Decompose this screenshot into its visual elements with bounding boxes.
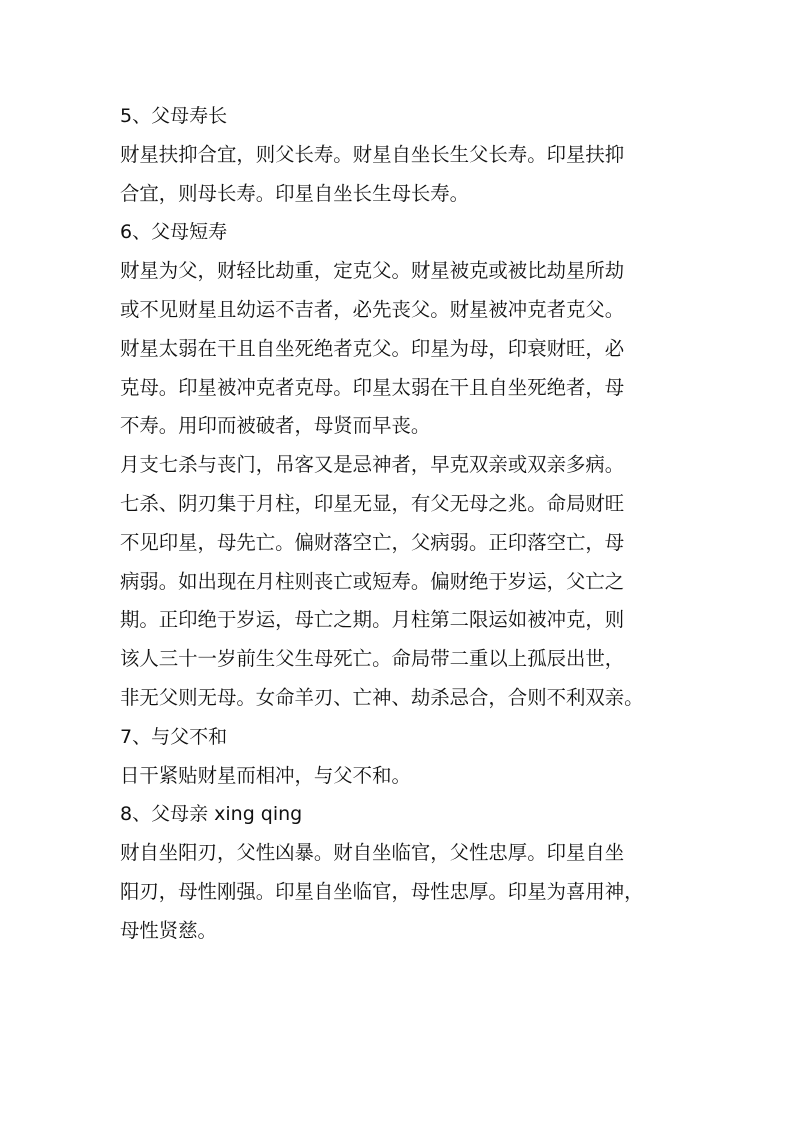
section-heading: 7、与父不和	[120, 725, 228, 748]
section-heading: 5、父母寿长	[120, 105, 228, 127]
section-heading: 8、父母亲 xing qing	[120, 803, 303, 826]
paragraph-line: 母性贤慈。	[120, 918, 217, 942]
paragraph-line: 该人三十一岁前生父生母死亡。命局带二重以上孤辰出世，	[120, 647, 625, 671]
paragraph-line: 七杀、阴刃集于月柱，印星无显，有父无母之兆。命局财旺	[120, 491, 625, 515]
paragraph-line: 阳刃，母性刚强。印星自坐临官，母性忠厚。印星为喜用神，	[120, 879, 644, 903]
paragraph-line: 克母。印星被冲克者克母。印星太弱在干且自坐死绝者，母	[120, 375, 625, 399]
paragraph-line: 财星为父，财轻比劫重，定克父。财星被克或被比劫星所劫	[120, 259, 625, 283]
paragraph-line: 财自坐阳刃，父性凶暴。财自坐临官，父性忠厚。印星自坐	[120, 841, 625, 865]
paragraph-line: 日干紧贴财星而相冲，与父不和。	[120, 763, 411, 787]
paragraph-line: 或不见财星且幼运不吉者，必先丧父。财星被冲克者克父。	[120, 297, 625, 321]
document-body	[120, 97, 695, 951]
paragraph-line: 病弱。如出现在月柱则丧亡或短寿。偏财绝于岁运，父亡之	[120, 569, 625, 593]
paragraph-line: 期。正印绝于岁运，母亡之期。月柱第二限运如被冲克，则	[120, 608, 625, 632]
paragraph-line: 月支七杀与丧门，吊客又是忌神者，早克双亲或双亲多病。	[120, 453, 625, 477]
paragraph-line: 不见印星，母先亡。偏财落空亡，父病弱。正印落空亡，母	[120, 530, 625, 554]
paragraph-line: 财星太弱在干且自坐死绝者克父。印星为母，印衰财旺，必	[120, 336, 625, 360]
section-heading: 6、父母短寿	[120, 221, 228, 244]
paragraph-line: 财星扶抑合宜，则父长寿。财星自坐长生父长寿。印星扶抑	[120, 142, 625, 166]
paragraph-line: 非无父则无母。女命羊刃、亡神、劫杀忌合，合则不利双亲。	[120, 685, 644, 709]
paragraph-line: 合宜，则母长寿。印星自坐长生母长寿。	[120, 181, 470, 205]
paragraph-line: 不寿。用印而被破者，母贤而早丧。	[120, 414, 431, 438]
